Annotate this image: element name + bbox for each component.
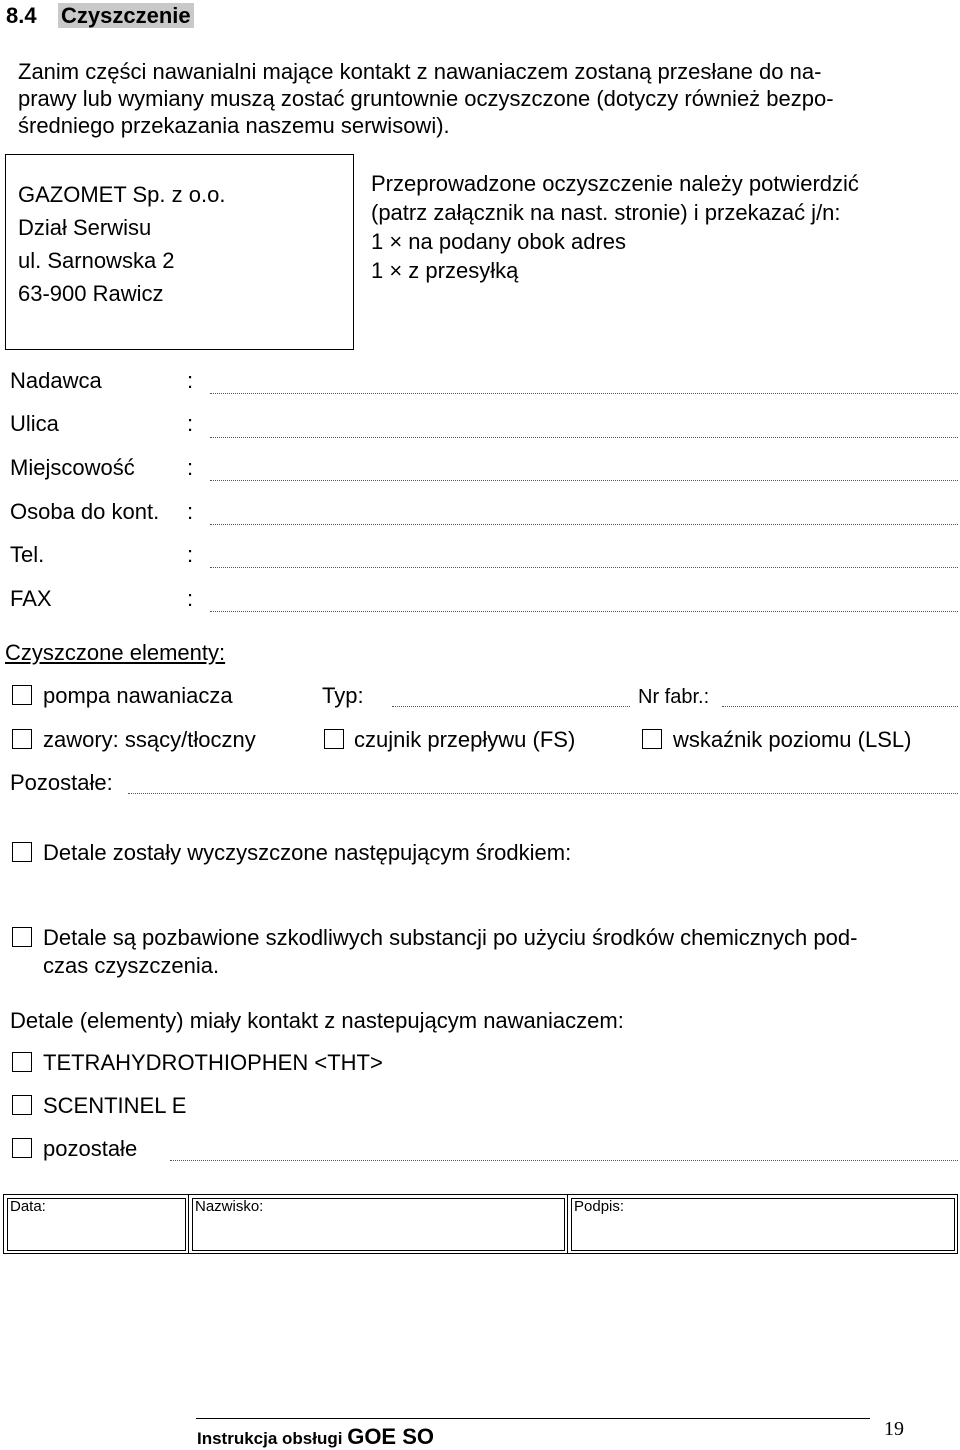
odorant-contact-heading: Detale (elementy) miały kontakt z nastepującym nawaniaczem: xyxy=(10,1008,624,1033)
signature-table xyxy=(3,1194,958,1254)
cleaned-elements-heading: Czyszczone elementy: xyxy=(5,640,226,665)
address-dept: Dział Serwisu xyxy=(18,215,152,240)
colon: : xyxy=(187,586,194,611)
tht-label: TETRAHYDROTHIOPHEN <THT> xyxy=(43,1050,383,1075)
city-input[interactable] xyxy=(210,480,958,481)
contact-person-label: Osoba do kont. xyxy=(10,499,160,524)
type-input[interactable] xyxy=(392,706,630,707)
flow-sensor-label: czujnik przepływu (FS) xyxy=(354,727,576,752)
scentinel-checkbox[interactable] xyxy=(12,1095,32,1115)
no-harmful-substances-line: czas czyszczenia. xyxy=(43,953,220,978)
fax-input[interactable] xyxy=(210,611,958,612)
others-label: Pozostałe: xyxy=(10,770,113,795)
cleaning-agent-checkbox[interactable] xyxy=(12,842,32,862)
address-company: GAZOMET Sp. z o.o. xyxy=(18,182,226,207)
fax-label: FAX xyxy=(10,586,52,611)
address-city: 63-900 Rawicz xyxy=(18,281,164,306)
no-harmful-substances-line: Detale są pozbawione szkodliwych substancji po użyciu środków chemicznych pod- xyxy=(43,925,858,950)
page-number: 19 xyxy=(884,1418,904,1440)
colon: : xyxy=(187,499,194,524)
intro-line: Zanim części nawanialni mające kontakt z nawaniaczem zostaną przesłane do na- xyxy=(18,59,822,84)
contact-person-input[interactable] xyxy=(210,524,958,525)
section-heading xyxy=(6,2,194,30)
confirm-line: 1 × z przesyłką xyxy=(371,258,519,283)
pump-label: pompa nawaniacza xyxy=(43,683,233,708)
other-odorant-checkbox[interactable] xyxy=(12,1138,32,1158)
confirm-line: 1 × na podany obok adres xyxy=(371,229,627,254)
level-indicator-label: wskaźnik poziomu (LSL) xyxy=(673,727,912,752)
cleaning-agent-label: Detale zostały wyczyszczone następującym środkiem: xyxy=(43,840,572,865)
section-title: Czyszczenie xyxy=(58,3,194,28)
section-number: 8.4 xyxy=(6,3,37,28)
scentinel-label: SCENTINEL E xyxy=(43,1093,187,1118)
name-cell[interactable] xyxy=(189,1195,568,1254)
valves-label: zawory: ssący/tłoczny xyxy=(43,727,256,752)
phone-input[interactable] xyxy=(210,567,958,568)
signature-cell[interactable] xyxy=(568,1195,958,1254)
address-street: ul. Sarnowska 2 xyxy=(18,248,175,273)
date-label: Data: xyxy=(10,1198,46,1215)
sender-input[interactable] xyxy=(210,393,958,394)
others-input[interactable] xyxy=(128,793,958,794)
footer-divider xyxy=(196,1418,870,1419)
footer-manual: Instrukcja obsługi xyxy=(197,1429,348,1448)
colon: : xyxy=(187,411,194,436)
street-input[interactable] xyxy=(210,437,958,438)
footer-text xyxy=(197,1424,434,1450)
flow-sensor-checkbox[interactable] xyxy=(324,729,344,749)
intro-line: prawy lub wymiany muszą zostać gruntownie oczyszczone (dotyczy również bezpo- xyxy=(18,86,834,111)
tht-checkbox[interactable] xyxy=(12,1052,32,1072)
footer-product: GOE SO xyxy=(347,1424,434,1449)
city-label: Miejscowość xyxy=(10,455,135,480)
confirm-line: Przeprowadzone oczyszczenie należy potwierdzić xyxy=(371,171,859,196)
pump-checkbox[interactable] xyxy=(12,685,32,705)
colon: : xyxy=(187,542,194,567)
valves-checkbox[interactable] xyxy=(12,729,32,749)
other-odorant-label: pozostałe xyxy=(43,1136,138,1161)
colon: : xyxy=(187,455,194,480)
type-label: Typ: xyxy=(322,683,364,708)
street-label: Ulica xyxy=(10,411,59,436)
intro-line: średniego przekazania naszemu serwisowi). xyxy=(18,113,450,138)
serial-input[interactable] xyxy=(722,706,958,707)
signature-label: Podpis: xyxy=(574,1198,625,1215)
no-harmful-substances-checkbox[interactable] xyxy=(12,927,32,947)
confirm-line: (patrz załącznik na nast. stronie) i przekazać j/n: xyxy=(371,200,841,225)
phone-label: Tel. xyxy=(10,542,45,567)
colon: : xyxy=(187,368,194,393)
date-cell[interactable] xyxy=(4,1195,189,1254)
intro-paragraph xyxy=(18,58,938,139)
sender-label: Nadawca xyxy=(10,368,102,393)
level-indicator-checkbox[interactable] xyxy=(642,729,662,749)
serial-label: Nr fabr.: xyxy=(638,686,710,708)
other-odorant-input[interactable] xyxy=(170,1160,958,1161)
name-label: Nazwisko: xyxy=(195,1198,264,1215)
